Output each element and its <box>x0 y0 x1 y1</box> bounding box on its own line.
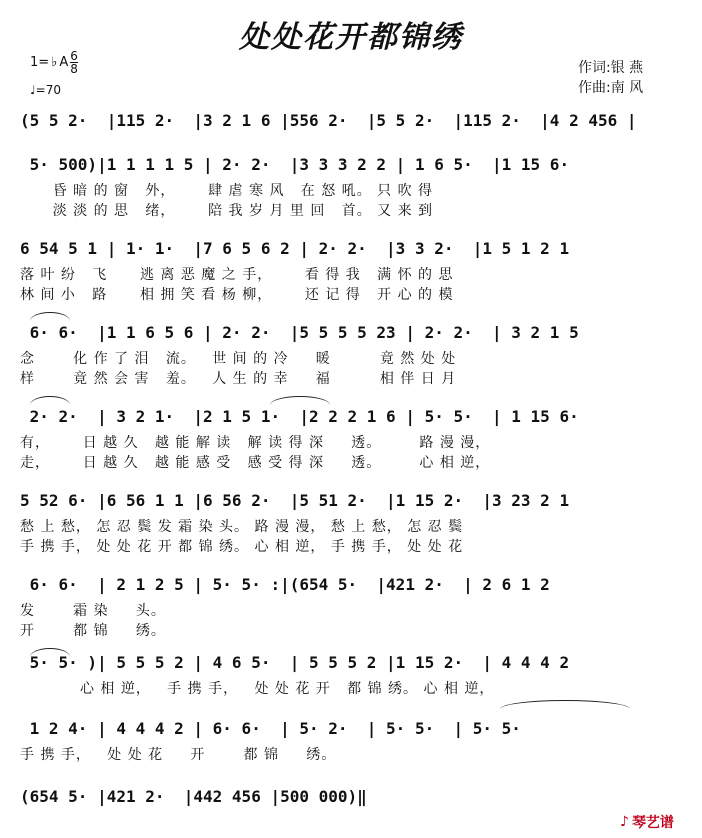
time-numerator: 6 <box>70 49 78 63</box>
lyric-verse-2: 开 都 锦 绣。 <box>20 623 166 639</box>
lyricist: 作词:银 燕 <box>578 60 644 76</box>
lyric-verse-1: 落 叶 纷 飞 逃 离 恶 魔 之 手， 看 得 我 满 怀 的 思 <box>20 267 454 283</box>
lyric-verse-1: 有， 日 越 久 越 能 解 读 解 读 得 深 透。 路 漫 漫， <box>20 435 491 451</box>
notation-line: 5· 500)|1 1 1 1 5 | 2· 2· |3 3 3 2 2 | 1 6 5· |1 15 6· <box>20 155 579 174</box>
composer: 作曲:南 风 <box>578 80 644 96</box>
lyric-verse-1: 发 霜 染 头。 <box>20 603 166 619</box>
lyric-verse-1: 昏 暗 的 窗 外， 肆 虐 寒 风 在 怒 吼。 只 吹 得 <box>20 183 434 199</box>
notation-line: 6· 6· |1 1 6 5 6 | 2· 2· |5 5 5 5 23 | 2· 2· | 3 2 1 5 <box>20 323 589 342</box>
lyric-verse-1: 念 化 作 了 泪 流。 世 间 的 冷 暖 竟 然 处 处 <box>20 351 457 367</box>
slur-mark <box>30 396 70 405</box>
song-title: 处处花开都锦绣 <box>239 20 463 55</box>
lyric-verse-2: 林 间 小 路 相 拥 笑 看 杨 柳， 还 记 得 开 心 的 模 <box>20 287 454 303</box>
notation-line: 6· 6· | 2 1 2 5 | 5· 5· :|(654 5· |421 2· | 2 6 1 2 <box>20 575 560 594</box>
lyric-verse-1: 手 携 手， 处 处 花 开 都 锦 绣。 <box>20 747 337 763</box>
notation-line: 1 2 4· | 4 4 4 2 | 6· 6· | 5· 2· | 5· 5· | 5· 5· <box>20 719 550 738</box>
key-prefix: 1= <box>30 55 50 70</box>
slur-mark <box>30 312 70 321</box>
logo-icon: ♪ <box>620 814 629 830</box>
watermark-text: 琴艺谱 <box>631 815 674 831</box>
key-note: A <box>59 55 69 70</box>
notation-line: (654 5· |421 2· |442 456 |500 000)‖ <box>20 787 367 806</box>
notation-line: 5· 5· )| 5 5 5 2 | 4 6 5· | 5 5 5 2 |1 15 2· | 4 4 4 2 <box>20 653 579 672</box>
notation-line: (5 5 2· |115 2· |3 2 1 6 |556 2· |5 5 2· |115 2· |4 2 456 | <box>20 111 637 130</box>
notation-line: 5 52 6· |6 56 1 1 |6 56 2· |5 51 2· |1 15 2· |3 23 2 1 <box>20 491 579 510</box>
lyric-verse-2: 样 竟 然 会 害 羞。 人 生 的 幸 福 相 伴 日 月 <box>20 371 457 387</box>
time-denominator: 8 <box>70 62 78 76</box>
lyric-verse-2: 淡 淡 的 思 绪， 陪 我 岁 月 里 回 首。 又 来 到 <box>20 203 434 219</box>
lyric-verse-1: 心 相 逆， 手 携 手， 处 处 花 开 都 锦 绣。 心 相 逆， <box>20 681 495 697</box>
credits <box>578 58 643 98</box>
tempo-marking: ♩=70 <box>30 83 61 97</box>
key-signature <box>30 50 78 98</box>
time-signature <box>70 50 78 75</box>
flat-symbol: ♭ <box>51 55 58 70</box>
lyric-verse-1: 愁 上 愁， 怎 忍 鬓 发 霜 染 头。 路 漫 漫， 愁 上 愁， 怎 忍 鬓 <box>20 519 464 535</box>
notation-line: 2· 2· | 3 2 1· |2 1 5 1· |2 2 2 1 6 | 5· 5· | 1 15 6· <box>20 407 589 426</box>
lyric-verse-2: 手 携 手， 处 处 花 开 都 锦 绣。 心 相 逆， 手 携 手， 处 处 花 <box>20 539 464 555</box>
notation-line: 6 54 5 1 | 1· 1· |7 6 5 6 2 | 2· 2· |3 3 2· |1 5 1 2 1 <box>20 239 579 258</box>
slur-mark <box>500 700 630 709</box>
site-watermark <box>620 812 674 832</box>
lyric-verse-2: 走， 日 越 久 越 能 感 受 感 受 得 深 透。 心 相 逆， <box>20 455 491 471</box>
slur-mark <box>270 396 330 405</box>
